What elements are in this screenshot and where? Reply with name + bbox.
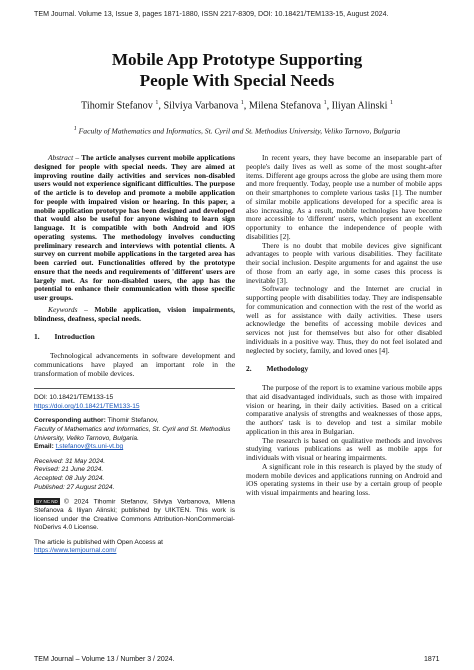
journal-website-link[interactable]: https://www.temjournal.com/ [34, 547, 117, 555]
page-number: 1871 [424, 656, 440, 663]
corr-name: Tihomir Stefanov, [107, 417, 159, 425]
cc-license-icon[interactable]: BY NC ND [34, 498, 60, 505]
doi-label: DOI: 10.18421/TEM133-15 [34, 394, 114, 402]
open-access-text: The article is published with Open Access at [34, 538, 164, 546]
body-paragraph: In recent years, they have become an inseparable part of people's daily lives as well as some of the most sought-after items. Different age groups across the globe are using them more and more frequently. Today, people use a number of mobile apps on their smartphones to complete various tasks [1]. The number of similar mobile applications developed for a specific area is also increasing. As a result, mobile technologies have become more accessible to 'different' users, which present an excellent opportunity to enhance the independence of people with disabilities [2]. [246, 153, 442, 241]
affiliation-text: Faculty of Mathematics and Informatics, St. Cyril and St. Methodius University, Veliko Tarnovo, Bulgaria [78, 126, 401, 136]
left-column [34, 154, 235, 562]
intro-paragraph: Technological advancements in software development and communications have played an important role in the transformation of mobile devices. [34, 351, 235, 378]
author-sup: 1 [389, 100, 393, 106]
corresponding-author-block [34, 417, 235, 451]
right-column [246, 154, 442, 498]
body-paragraph: There is no doubt that mobile devices give significant advantages to people with various disabilities. They facilitate their social inclusion. Despite arguments for and against the use of those from an early age, in some cases this process is inevitable [3]. [246, 240, 442, 285]
received-date: Received: 31 May 2024. [34, 457, 106, 465]
author-list: Tihomir Stefanov $^1$, Silviya Varbanova $^1$, Milena Stefanova $^1$, Iliyan Alinski $^1$ [81, 100, 393, 112]
body-paragraph: A significant role in this research is played by the study of modern mobile devices and applications running on Android and iOS operating systems in their use by a certain group of people with visual impairments and hearing loss. [246, 461, 442, 497]
abstract [34, 154, 235, 303]
doi-link[interactable]: https://doi.org/10.18421/TEM133-15 [34, 402, 140, 410]
author-name: Tihomir Stefanov [81, 100, 153, 112]
paper-title [0, 49, 474, 91]
license-block [34, 498, 235, 533]
revised-date: Revised: 21 June 2024. [34, 466, 104, 474]
license-text: © 2024 Tihomir Stefanov, Silviya Varbanova, Milena Stefanova & Iliyan Alinski; published by UIKTEN. This work is licensed under the Creative Commons Attribution-NonCommercial-NoDerivs 4.0 License. [34, 498, 235, 532]
author-name: Milena Stefanova [248, 100, 322, 112]
body-paragraph: Software technology and the Internet are crucial in supporting people with disabilities today. They are indispensable for communication and connection with the rest of the world as well as for assistance with daily activities. These users acknowledge the benefits of accessing mobile devices and services not just for themselves but also for other disabled individuals in a positive way. Thus, they do not feel isolated and neglected by society, family, and loved ones [4]. [246, 284, 442, 355]
open-access-block [34, 539, 235, 556]
author-name: Silviya Varbanova [163, 100, 239, 112]
affiliation [0, 126, 474, 136]
keywords-label: Keywords – [48, 304, 88, 314]
email-link[interactable]: t.stefanov@ts.uni-vt.bg [55, 443, 124, 451]
journal-header: TEM Journal. Volume 13, Issue 3, pages 1871-1880, ISSN 2217-8309, DOI: 10.18421/TEM133-15, August 2024. [34, 10, 389, 18]
keywords [34, 306, 235, 324]
affiliation-sup: 1 [73, 126, 77, 132]
article-info-box [34, 388, 235, 556]
doi-block [34, 394, 235, 411]
author-sup: 1 [240, 100, 244, 106]
body-paragraph: The research is based on qualitative methods and involves studying various publications as well as mobile apps for individuals with visual or hearing impairments. [246, 435, 442, 462]
footer-journal: TEM Journal – Volume 13 / Number 3 / 2024. [34, 656, 175, 663]
corr-affiliation: Faculty of Mathematics and Informatics, St. Cyril and St. Methodius University, Veliko Tarnovo, Bulgaria. [34, 426, 231, 442]
body-paragraph: The purpose of the report is to examine various mobile apps that aid disadvantaged individuals, such as those with impaired vision or hearing, in their daily activities. Based on a critical comparative analysis of strengths and weaknesses of those apps, the authors' task is to develop and test a similar mobile application in this area in Bulgarian. [246, 383, 442, 436]
title-line-2: People With Special Needs [139, 71, 335, 90]
section-heading-introduction: 1. Introduction [34, 332, 95, 342]
dates-block [34, 458, 235, 492]
author-sup: 1 [323, 100, 327, 106]
keywords-text: Mobile application, vision impairments, blindness, deafness, special needs. [34, 304, 235, 323]
section-heading-methodology: 2. Methodology [246, 364, 309, 374]
abstract-text: The article analyses current mobile applications designed for people with special needs. They are aimed at improving routine daily activities and services non-disabled users would not experience significant difficulties. The purpose of the article is to develop and promote a mobile application for people with impaired vision or hearing. In this paper, a mobile application prototype has been designed and developed that would also be useful for anyone wishing to learn sign language. It is compatible with both Android and iOS operating systems. The methodology involves conducting preliminary research and interviews with potential clients. A survey on current mobile applications in the targeted area has been carried out. Functionalities offered by the prototype ensure that the needs and requirements of 'different' users are largely met. As for non-disabled users, the app has the potential to enhance their communication with those specific user groups. [34, 153, 235, 302]
corr-label: Corresponding author: [34, 417, 106, 425]
published-date: Published: 27 August 2024. [34, 483, 115, 491]
email-label: Email: [34, 443, 54, 451]
abstract-label: Abstract – [48, 153, 80, 162]
author-sup: 1 [155, 100, 159, 106]
accepted-date: Accepted: 08 July 2024. [34, 475, 105, 482]
title-line-1: Mobile App Prototype Supporting [111, 50, 363, 69]
author-name: Iliyan Alinski [331, 100, 388, 112]
